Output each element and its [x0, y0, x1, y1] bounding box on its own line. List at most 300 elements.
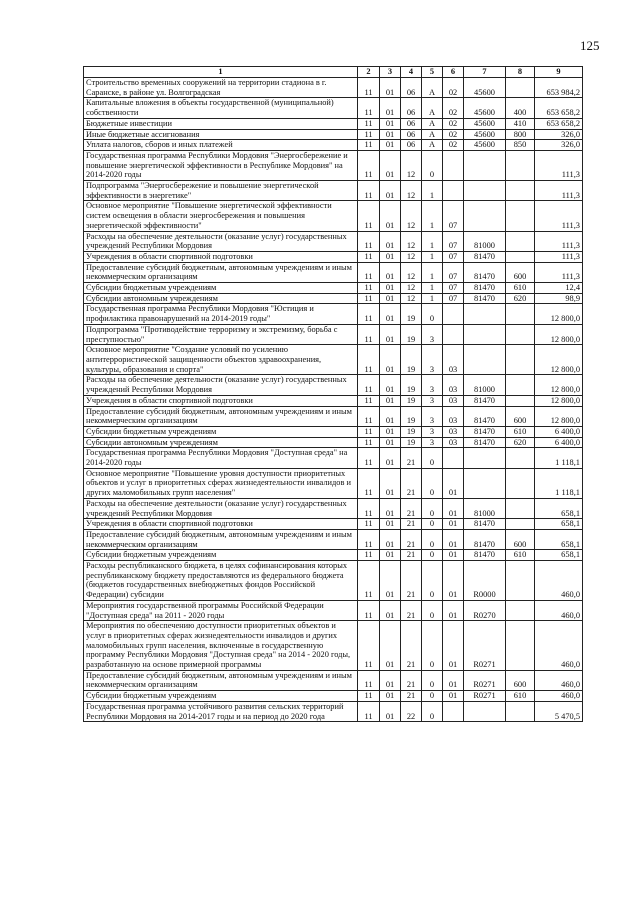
code-2: 11 — [358, 701, 380, 721]
code-8 — [506, 468, 535, 498]
table-row — [84, 498, 583, 518]
row-amount: 6 400,0 — [535, 426, 583, 437]
row-name: Мероприятия по обеспечению доступности приоритетных объектов и услуг в приоритетных сферах жизнедеятельности инвалидов и других маломобильных групп населения, включенные в государственную программу Республики Мордовия "Доступная среда" на 2014 - 2020 годы, разработанную на основе примерной программы — [84, 621, 358, 671]
code-5: 0 — [422, 600, 443, 620]
code-3: 01 — [380, 129, 401, 140]
code-5: 0 — [422, 519, 443, 530]
code-4: 21 — [401, 670, 422, 690]
code-2: 11 — [358, 448, 380, 468]
table-row — [84, 529, 583, 549]
table-row — [84, 468, 583, 498]
code-7: 45600 — [464, 78, 506, 98]
row-amount: 5 470,5 — [535, 701, 583, 721]
table-row — [84, 406, 583, 426]
row-amount: 111,3 — [535, 201, 583, 231]
code-2: 11 — [358, 98, 380, 118]
code-6: 03 — [443, 395, 464, 406]
code-6: 07 — [443, 262, 464, 282]
code-4: 21 — [401, 498, 422, 518]
code-2: 11 — [358, 118, 380, 129]
code-6 — [443, 181, 464, 201]
code-7: 81470 — [464, 437, 506, 448]
code-3: 01 — [380, 293, 401, 304]
code-2: 11 — [358, 561, 380, 601]
table-row — [84, 231, 583, 251]
table-row — [84, 561, 583, 601]
row-name: Субсидии бюджетным учреждениям — [84, 691, 358, 702]
row-amount: 460,0 — [535, 621, 583, 671]
code-6: 01 — [443, 600, 464, 620]
row-amount: 12,4 — [535, 283, 583, 294]
code-8 — [506, 600, 535, 620]
code-8: 610 — [506, 426, 535, 437]
code-8 — [506, 375, 535, 395]
table-row — [84, 283, 583, 294]
code-3: 01 — [380, 550, 401, 561]
code-2: 11 — [358, 293, 380, 304]
code-6: 01 — [443, 519, 464, 530]
row-name: Государственная программа Республики Мордовия "Доступная среда" на 2014-2020 годы — [84, 448, 358, 468]
code-2: 11 — [358, 251, 380, 262]
code-8 — [506, 78, 535, 98]
code-7: 45600 — [464, 98, 506, 118]
code-8: 400 — [506, 98, 535, 118]
table-row — [84, 375, 583, 395]
row-name: Субсидии автономным учреждениям — [84, 437, 358, 448]
code-7: 45600 — [464, 140, 506, 151]
row-amount: 12 800,0 — [535, 304, 583, 324]
row-name: Предоставление субсидий бюджетным, автономным учреждениям и иным некоммерческим организациям — [84, 670, 358, 690]
code-7 — [464, 150, 506, 180]
code-3: 01 — [380, 448, 401, 468]
code-7: R0271 — [464, 621, 506, 671]
code-6: 02 — [443, 118, 464, 129]
row-amount: 658,1 — [535, 498, 583, 518]
code-3: 01 — [380, 150, 401, 180]
code-8 — [506, 448, 535, 468]
row-amount: 658,1 — [535, 529, 583, 549]
code-5: 3 — [422, 324, 443, 344]
row-amount: 1 118,1 — [535, 468, 583, 498]
table-row — [84, 600, 583, 620]
table-body — [84, 78, 583, 722]
row-name: Подпрограмма "Энергосбережение и повышение энергетической эффективности в энергетике" — [84, 181, 358, 201]
code-8 — [506, 701, 535, 721]
code-8 — [506, 519, 535, 530]
row-name: Учреждения в области спортивной подготовки — [84, 251, 358, 262]
code-7: 81000 — [464, 498, 506, 518]
code-8 — [506, 561, 535, 601]
row-amount: 12 800,0 — [535, 406, 583, 426]
code-3: 01 — [380, 519, 401, 530]
code-7: 81000 — [464, 231, 506, 251]
row-name: Предоставление субсидий бюджетным, автономным учреждениям и иным некоммерческим организациям — [84, 529, 358, 549]
code-7 — [464, 468, 506, 498]
code-7 — [464, 345, 506, 375]
code-4: 19 — [401, 406, 422, 426]
code-8: 800 — [506, 129, 535, 140]
code-7: R0271 — [464, 670, 506, 690]
code-6: 07 — [443, 201, 464, 231]
code-4: 19 — [401, 426, 422, 437]
row-amount: 460,0 — [535, 600, 583, 620]
code-3: 01 — [380, 78, 401, 98]
code-6: 01 — [443, 561, 464, 601]
code-2: 11 — [358, 150, 380, 180]
table-row — [84, 78, 583, 98]
code-3: 01 — [380, 140, 401, 151]
code-3: 01 — [380, 375, 401, 395]
row-name: Мероприятия государственной программы Российской Федерации "Доступная среда" на 2011 - 2020 годы — [84, 600, 358, 620]
row-name: Капитальные вложения в объекты государственной (муниципальной) собственности — [84, 98, 358, 118]
code-4: 12 — [401, 293, 422, 304]
table-row — [84, 118, 583, 129]
code-7: 81470 — [464, 395, 506, 406]
row-name: Субсидии автономным учреждениям — [84, 293, 358, 304]
code-4: 06 — [401, 118, 422, 129]
row-amount: 111,3 — [535, 262, 583, 282]
row-name: Субсидии бюджетным учреждениям — [84, 283, 358, 294]
code-4: 12 — [401, 201, 422, 231]
code-3: 01 — [380, 437, 401, 448]
table-row — [84, 621, 583, 671]
column-header-1: 1 — [84, 67, 358, 78]
code-8 — [506, 498, 535, 518]
code-5: 3 — [422, 375, 443, 395]
table-row — [84, 98, 583, 118]
code-4: 06 — [401, 98, 422, 118]
code-4: 22 — [401, 701, 422, 721]
column-header-8: 8 — [506, 67, 535, 78]
code-4: 21 — [401, 468, 422, 498]
table-row — [84, 324, 583, 344]
code-5: 0 — [422, 670, 443, 690]
code-4: 12 — [401, 150, 422, 180]
code-6 — [443, 324, 464, 344]
table-row — [84, 181, 583, 201]
code-4: 21 — [401, 561, 422, 601]
row-name: Основное мероприятие "Повышение энергетической эффективности систем освещения в области энергосбережения и повышения энергетической эффективности" — [84, 201, 358, 231]
table-row — [84, 293, 583, 304]
code-2: 11 — [358, 129, 380, 140]
row-name: Иные бюджетные ассигнования — [84, 129, 358, 140]
code-7: R0000 — [464, 561, 506, 601]
row-amount: 111,3 — [535, 231, 583, 251]
code-3: 01 — [380, 468, 401, 498]
table-row — [84, 519, 583, 530]
code-3: 01 — [380, 498, 401, 518]
code-3: 01 — [380, 561, 401, 601]
code-3: 01 — [380, 691, 401, 702]
code-4: 12 — [401, 181, 422, 201]
table-row — [84, 150, 583, 180]
code-2: 11 — [358, 231, 380, 251]
code-6: 01 — [443, 670, 464, 690]
row-amount: 653 984,2 — [535, 78, 583, 98]
code-8 — [506, 150, 535, 180]
row-amount: 326,0 — [535, 140, 583, 151]
table-row — [84, 304, 583, 324]
code-2: 11 — [358, 437, 380, 448]
code-8: 610 — [506, 550, 535, 561]
code-7 — [464, 201, 506, 231]
code-5: 1 — [422, 251, 443, 262]
row-name: Основное мероприятие "Создание условий по усилению антитеррористической защищенности объектов здравоохранения, культуры, образования и спорта" — [84, 345, 358, 375]
code-8: 610 — [506, 283, 535, 294]
column-header-7: 7 — [464, 67, 506, 78]
code-6 — [443, 150, 464, 180]
code-3: 01 — [380, 406, 401, 426]
code-5: 3 — [422, 395, 443, 406]
code-5: А — [422, 98, 443, 118]
code-5: 1 — [422, 181, 443, 201]
table-row — [84, 426, 583, 437]
code-5: А — [422, 129, 443, 140]
code-4: 21 — [401, 550, 422, 561]
row-amount: 12 800,0 — [535, 375, 583, 395]
code-5: 3 — [422, 426, 443, 437]
code-6: 03 — [443, 375, 464, 395]
row-amount: 12 800,0 — [535, 395, 583, 406]
column-header-2: 2 — [358, 67, 380, 78]
code-7: 81000 — [464, 375, 506, 395]
code-7: R0270 — [464, 600, 506, 620]
code-2: 11 — [358, 550, 380, 561]
code-2: 11 — [358, 691, 380, 702]
table-row — [84, 701, 583, 721]
code-6: 01 — [443, 468, 464, 498]
page-number: 125 — [580, 38, 600, 53]
code-2: 11 — [358, 426, 380, 437]
table-row — [84, 345, 583, 375]
code-5: 0 — [422, 448, 443, 468]
code-5: А — [422, 78, 443, 98]
code-7 — [464, 448, 506, 468]
code-2: 11 — [358, 345, 380, 375]
code-4: 06 — [401, 129, 422, 140]
table-row — [84, 262, 583, 282]
code-2: 11 — [358, 375, 380, 395]
code-5: 3 — [422, 406, 443, 426]
row-amount: 1 118,1 — [535, 448, 583, 468]
code-3: 01 — [380, 251, 401, 262]
code-4: 12 — [401, 231, 422, 251]
row-amount: 460,0 — [535, 670, 583, 690]
code-7 — [464, 304, 506, 324]
column-header-6: 6 — [443, 67, 464, 78]
code-5: 1 — [422, 293, 443, 304]
code-2: 11 — [358, 304, 380, 324]
code-7: 81470 — [464, 519, 506, 530]
code-4: 21 — [401, 529, 422, 549]
budget-table — [83, 66, 583, 722]
row-name: Расходы республиканского бюджета, в целях софинансирования которых республиканскому бюджету предоставляются из федерального бюджета (бюджетов государственных внебюджетных фондов Российской Федерации) субсидии — [84, 561, 358, 601]
code-7 — [464, 181, 506, 201]
row-name: Государственная программа Республики Мордовия "Энергосбережение и повышение энергетической эффективности в Республике Мордовия" на 2014-2020 годы — [84, 150, 358, 180]
code-7: 81470 — [464, 251, 506, 262]
code-6: 01 — [443, 529, 464, 549]
table-row — [84, 670, 583, 690]
code-2: 11 — [358, 600, 380, 620]
code-7: R0271 — [464, 691, 506, 702]
code-4: 21 — [401, 621, 422, 671]
code-3: 01 — [380, 670, 401, 690]
code-3: 01 — [380, 98, 401, 118]
row-amount: 658,1 — [535, 519, 583, 530]
code-7: 81470 — [464, 529, 506, 549]
code-2: 11 — [358, 670, 380, 690]
code-4: 12 — [401, 283, 422, 294]
code-2: 11 — [358, 140, 380, 151]
row-name: Расходы на обеспечение деятельности (оказание услуг) государственных учреждений Республики Мордовия — [84, 498, 358, 518]
code-5: 1 — [422, 201, 443, 231]
code-3: 01 — [380, 181, 401, 201]
code-4: 06 — [401, 78, 422, 98]
code-5: 0 — [422, 304, 443, 324]
code-8 — [506, 395, 535, 406]
code-5: 0 — [422, 561, 443, 601]
code-6: 02 — [443, 98, 464, 118]
code-3: 01 — [380, 231, 401, 251]
code-4: 19 — [401, 345, 422, 375]
code-4: 21 — [401, 448, 422, 468]
code-2: 11 — [358, 324, 380, 344]
code-2: 11 — [358, 468, 380, 498]
row-amount: 653 658,2 — [535, 98, 583, 118]
table-row — [84, 140, 583, 151]
code-7 — [464, 701, 506, 721]
code-8 — [506, 324, 535, 344]
code-8: 600 — [506, 262, 535, 282]
code-3: 01 — [380, 701, 401, 721]
column-header-9: 9 — [535, 67, 583, 78]
row-name: Основное мероприятие "Повышение уровня доступности приоритетных объектов и услуг в приоритетных сферах жизнедеятельности инвалидов и других маломобильных групп населения" — [84, 468, 358, 498]
code-8: 600 — [506, 406, 535, 426]
code-8 — [506, 201, 535, 231]
table-row — [84, 550, 583, 561]
code-5: 0 — [422, 498, 443, 518]
code-2: 11 — [358, 395, 380, 406]
code-6: 03 — [443, 345, 464, 375]
code-3: 01 — [380, 600, 401, 620]
code-4: 19 — [401, 395, 422, 406]
code-8: 850 — [506, 140, 535, 151]
code-2: 11 — [358, 529, 380, 549]
code-5: А — [422, 140, 443, 151]
table-row — [84, 201, 583, 231]
code-5: 0 — [422, 621, 443, 671]
row-name: Расходы на обеспечение деятельности (оказание услуг) государственных учреждений Республики Мордовия — [84, 231, 358, 251]
code-6: 01 — [443, 621, 464, 671]
code-2: 11 — [358, 498, 380, 518]
code-8 — [506, 251, 535, 262]
code-6: 01 — [443, 498, 464, 518]
column-header-4: 4 — [401, 67, 422, 78]
table-row — [84, 448, 583, 468]
code-8: 620 — [506, 293, 535, 304]
code-5: 0 — [422, 150, 443, 180]
code-3: 01 — [380, 529, 401, 549]
code-6: 07 — [443, 251, 464, 262]
code-7: 81470 — [464, 550, 506, 561]
column-header-3: 3 — [380, 67, 401, 78]
code-3: 01 — [380, 395, 401, 406]
code-6: 03 — [443, 437, 464, 448]
code-8 — [506, 181, 535, 201]
code-7: 81470 — [464, 262, 506, 282]
code-6: 01 — [443, 550, 464, 561]
row-name: Учреждения в области спортивной подготовки — [84, 395, 358, 406]
row-amount: 658,1 — [535, 550, 583, 561]
code-7 — [464, 324, 506, 344]
code-6: 01 — [443, 691, 464, 702]
table-row — [84, 691, 583, 702]
row-amount: 12 800,0 — [535, 324, 583, 344]
code-7: 45600 — [464, 129, 506, 140]
code-4: 06 — [401, 140, 422, 151]
code-2: 11 — [358, 78, 380, 98]
code-2: 11 — [358, 621, 380, 671]
row-amount: 12 800,0 — [535, 345, 583, 375]
code-3: 01 — [380, 324, 401, 344]
code-3: 01 — [380, 345, 401, 375]
code-6: 02 — [443, 129, 464, 140]
code-5: 0 — [422, 468, 443, 498]
code-2: 11 — [358, 406, 380, 426]
code-5: 1 — [422, 231, 443, 251]
code-4: 12 — [401, 251, 422, 262]
row-name: Расходы на обеспечение деятельности (оказание услуг) государственных учреждений Республики Мордовия — [84, 375, 358, 395]
row-name: Строительство временных сооружений на территории стадиона в г. Саранске, в районе ул. Волгоградская — [84, 78, 358, 98]
table-row — [84, 251, 583, 262]
code-6: 03 — [443, 426, 464, 437]
code-2: 11 — [358, 201, 380, 231]
code-6: 03 — [443, 406, 464, 426]
code-3: 01 — [380, 283, 401, 294]
table-header-row — [84, 67, 583, 78]
code-8 — [506, 621, 535, 671]
code-5: 0 — [422, 550, 443, 561]
row-name: Государственная программа устойчивого развития сельских территорий Республики Мордовия на 2014-2017 годы и на период до 2020 года — [84, 701, 358, 721]
code-7: 81470 — [464, 283, 506, 294]
code-5: 0 — [422, 529, 443, 549]
code-8: 410 — [506, 118, 535, 129]
code-7: 45600 — [464, 118, 506, 129]
code-4: 21 — [401, 519, 422, 530]
code-5: 1 — [422, 262, 443, 282]
code-2: 11 — [358, 181, 380, 201]
row-name: Государственная программа Республики Мордовия "Юстиция и профилактика правонарушений на 2014-2019 годы" — [84, 304, 358, 324]
code-3: 01 — [380, 426, 401, 437]
code-7: 81470 — [464, 426, 506, 437]
code-4: 19 — [401, 375, 422, 395]
code-6: 07 — [443, 231, 464, 251]
code-5: 3 — [422, 437, 443, 448]
row-name: Бюджетные инвестиции — [84, 118, 358, 129]
code-6 — [443, 304, 464, 324]
code-4: 19 — [401, 304, 422, 324]
row-amount: 460,0 — [535, 561, 583, 601]
code-8 — [506, 231, 535, 251]
code-8: 600 — [506, 529, 535, 549]
row-name: Субсидии бюджетным учреждениям — [84, 550, 358, 561]
code-8: 620 — [506, 437, 535, 448]
row-amount: 111,3 — [535, 150, 583, 180]
code-6: 07 — [443, 293, 464, 304]
code-6: 02 — [443, 78, 464, 98]
row-name: Уплата налогов, сборов и иных платежей — [84, 140, 358, 151]
code-3: 01 — [380, 118, 401, 129]
